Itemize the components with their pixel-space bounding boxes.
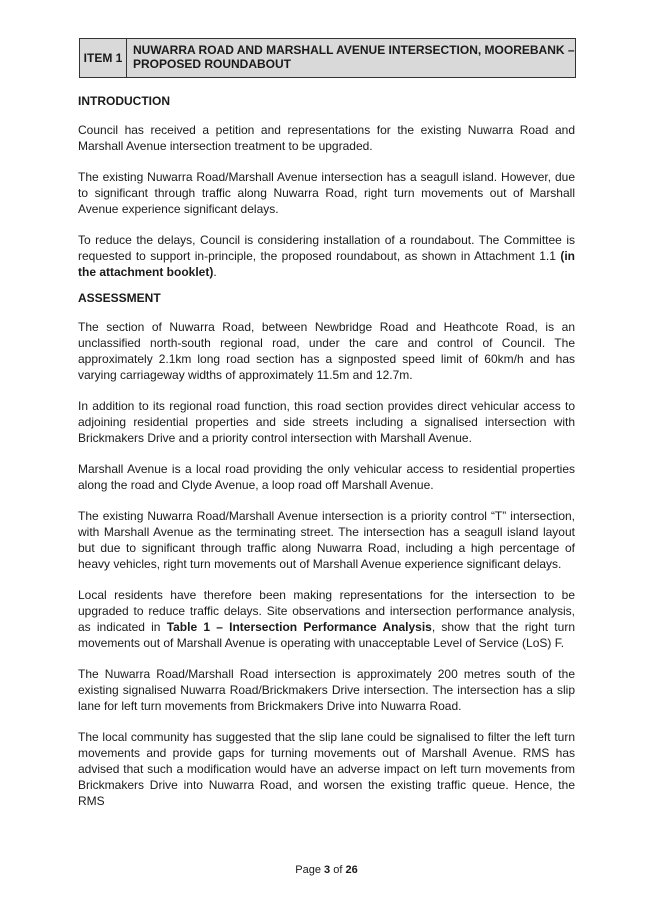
table-reference: Table 1 – Intersection Performance Analysis (166, 620, 432, 634)
assessment-heading: ASSESSMENT (78, 291, 161, 305)
item-title: NUWARRA ROAD AND MARSHALL AVENUE INTERSECTION, MOOREBANK – PROPOSED ROUNDABOUT (133, 43, 575, 71)
intro-paragraph-1: Council has received a petition and representations for the existing Nuwarra Road and Marshall Avenue intersection treatment to be upgraded. (78, 123, 575, 153)
page-current: 3 (324, 864, 331, 876)
intro-paragraph-3-text: To reduce the delays, Council is considering installation of a roundabout. The Committee is requested to support in-principle, the proposed roundabout, as shown in Attachment 1.1 (78, 233, 575, 263)
page-prefix: Page (295, 864, 325, 876)
item-number-label: ITEM 1 (80, 39, 127, 77)
assessment-paragraph-2: In addition to its regional road function, this road section provides direct vehicular access to adjoining residential properties and side streets including a signalised intersection with Brickmakers Drive and a priority control intersection with Marshall Avenue. (78, 399, 575, 445)
assessment-paragraph-4: The existing Nuwarra Road/Marshall Avenue intersection is a priority control “T” intersection, with Marshall Avenue as the terminating street. The intersection has a seagull island layout but due to significant through traffic along Nuwarra Road, including a high percentage of heavy vehicles, right turn movements out of Marshall Avenue experience significant delays. (78, 509, 575, 571)
intro-paragraph-3-bold: (in the attachment booklet) (78, 249, 575, 279)
document-body (78, 93, 575, 824)
assessment-paragraph-7: The local community has suggested that the slip lane could be signalised to filter the left turn movements and provide gaps for turning movements out of Marshall Avenue. RMS has advised that such a modification would have an adverse impact on left turn movements from Brickmakers Drive into Nuwarra Road, and worsen the existing traffic queue. Hence, the RMS (78, 730, 575, 808)
assessment-paragraph-5-b: , show that the right turn movements out of Marshall Avenue is operating with unacceptable Level of Service (LoS) F. (78, 620, 575, 650)
assessment-paragraph-1: The section of Nuwarra Road, between Newbridge Road and Heathcote Road, is an unclassified north-south regional road, under the care and control of Council. The approximately 2.1km long road section has a signposted speed limit of 60km/h and has varying carriageway widths of approximately 11.5m and 12.7m. (78, 320, 575, 382)
page-footer (0, 864, 653, 876)
assessment-paragraph-5 (78, 587, 575, 651)
intro-paragraph-2: The existing Nuwarra Road/Marshall Avenue intersection has a seagull island. However, due to significant through traffic along Nuwarra Road, right turn movements out of Marshall Avenue experience significant delays. (78, 170, 575, 216)
intro-paragraph-3-end: . (213, 265, 217, 279)
page-of: of (330, 864, 346, 876)
assessment-paragraph-6: The Nuwarra Road/Marshall Road intersection is approximately 200 metres south of the existing signalised Nuwarra Road/Brickmakers Drive intersection. The intersection has a slip lane for left turn movements from Brickmakers Drive into Nuwarra Road. (78, 667, 575, 713)
page-total: 26 (345, 864, 358, 876)
intro-paragraph-3 (78, 232, 575, 280)
assessment-paragraph-3: Marshall Avenue is a local road providing the only vehicular access to residential properties along the road and Clyde Avenue, a loop road off Marshall Avenue. (78, 462, 575, 492)
introduction-heading: INTRODUCTION (78, 94, 170, 108)
assessment-paragraph-5-a: Local residents have therefore been making representations for the intersection to be upgraded to reduce traffic delays. Site observations and intersection performance analysis, as indicated in (78, 588, 575, 634)
item-header-box (79, 38, 576, 78)
